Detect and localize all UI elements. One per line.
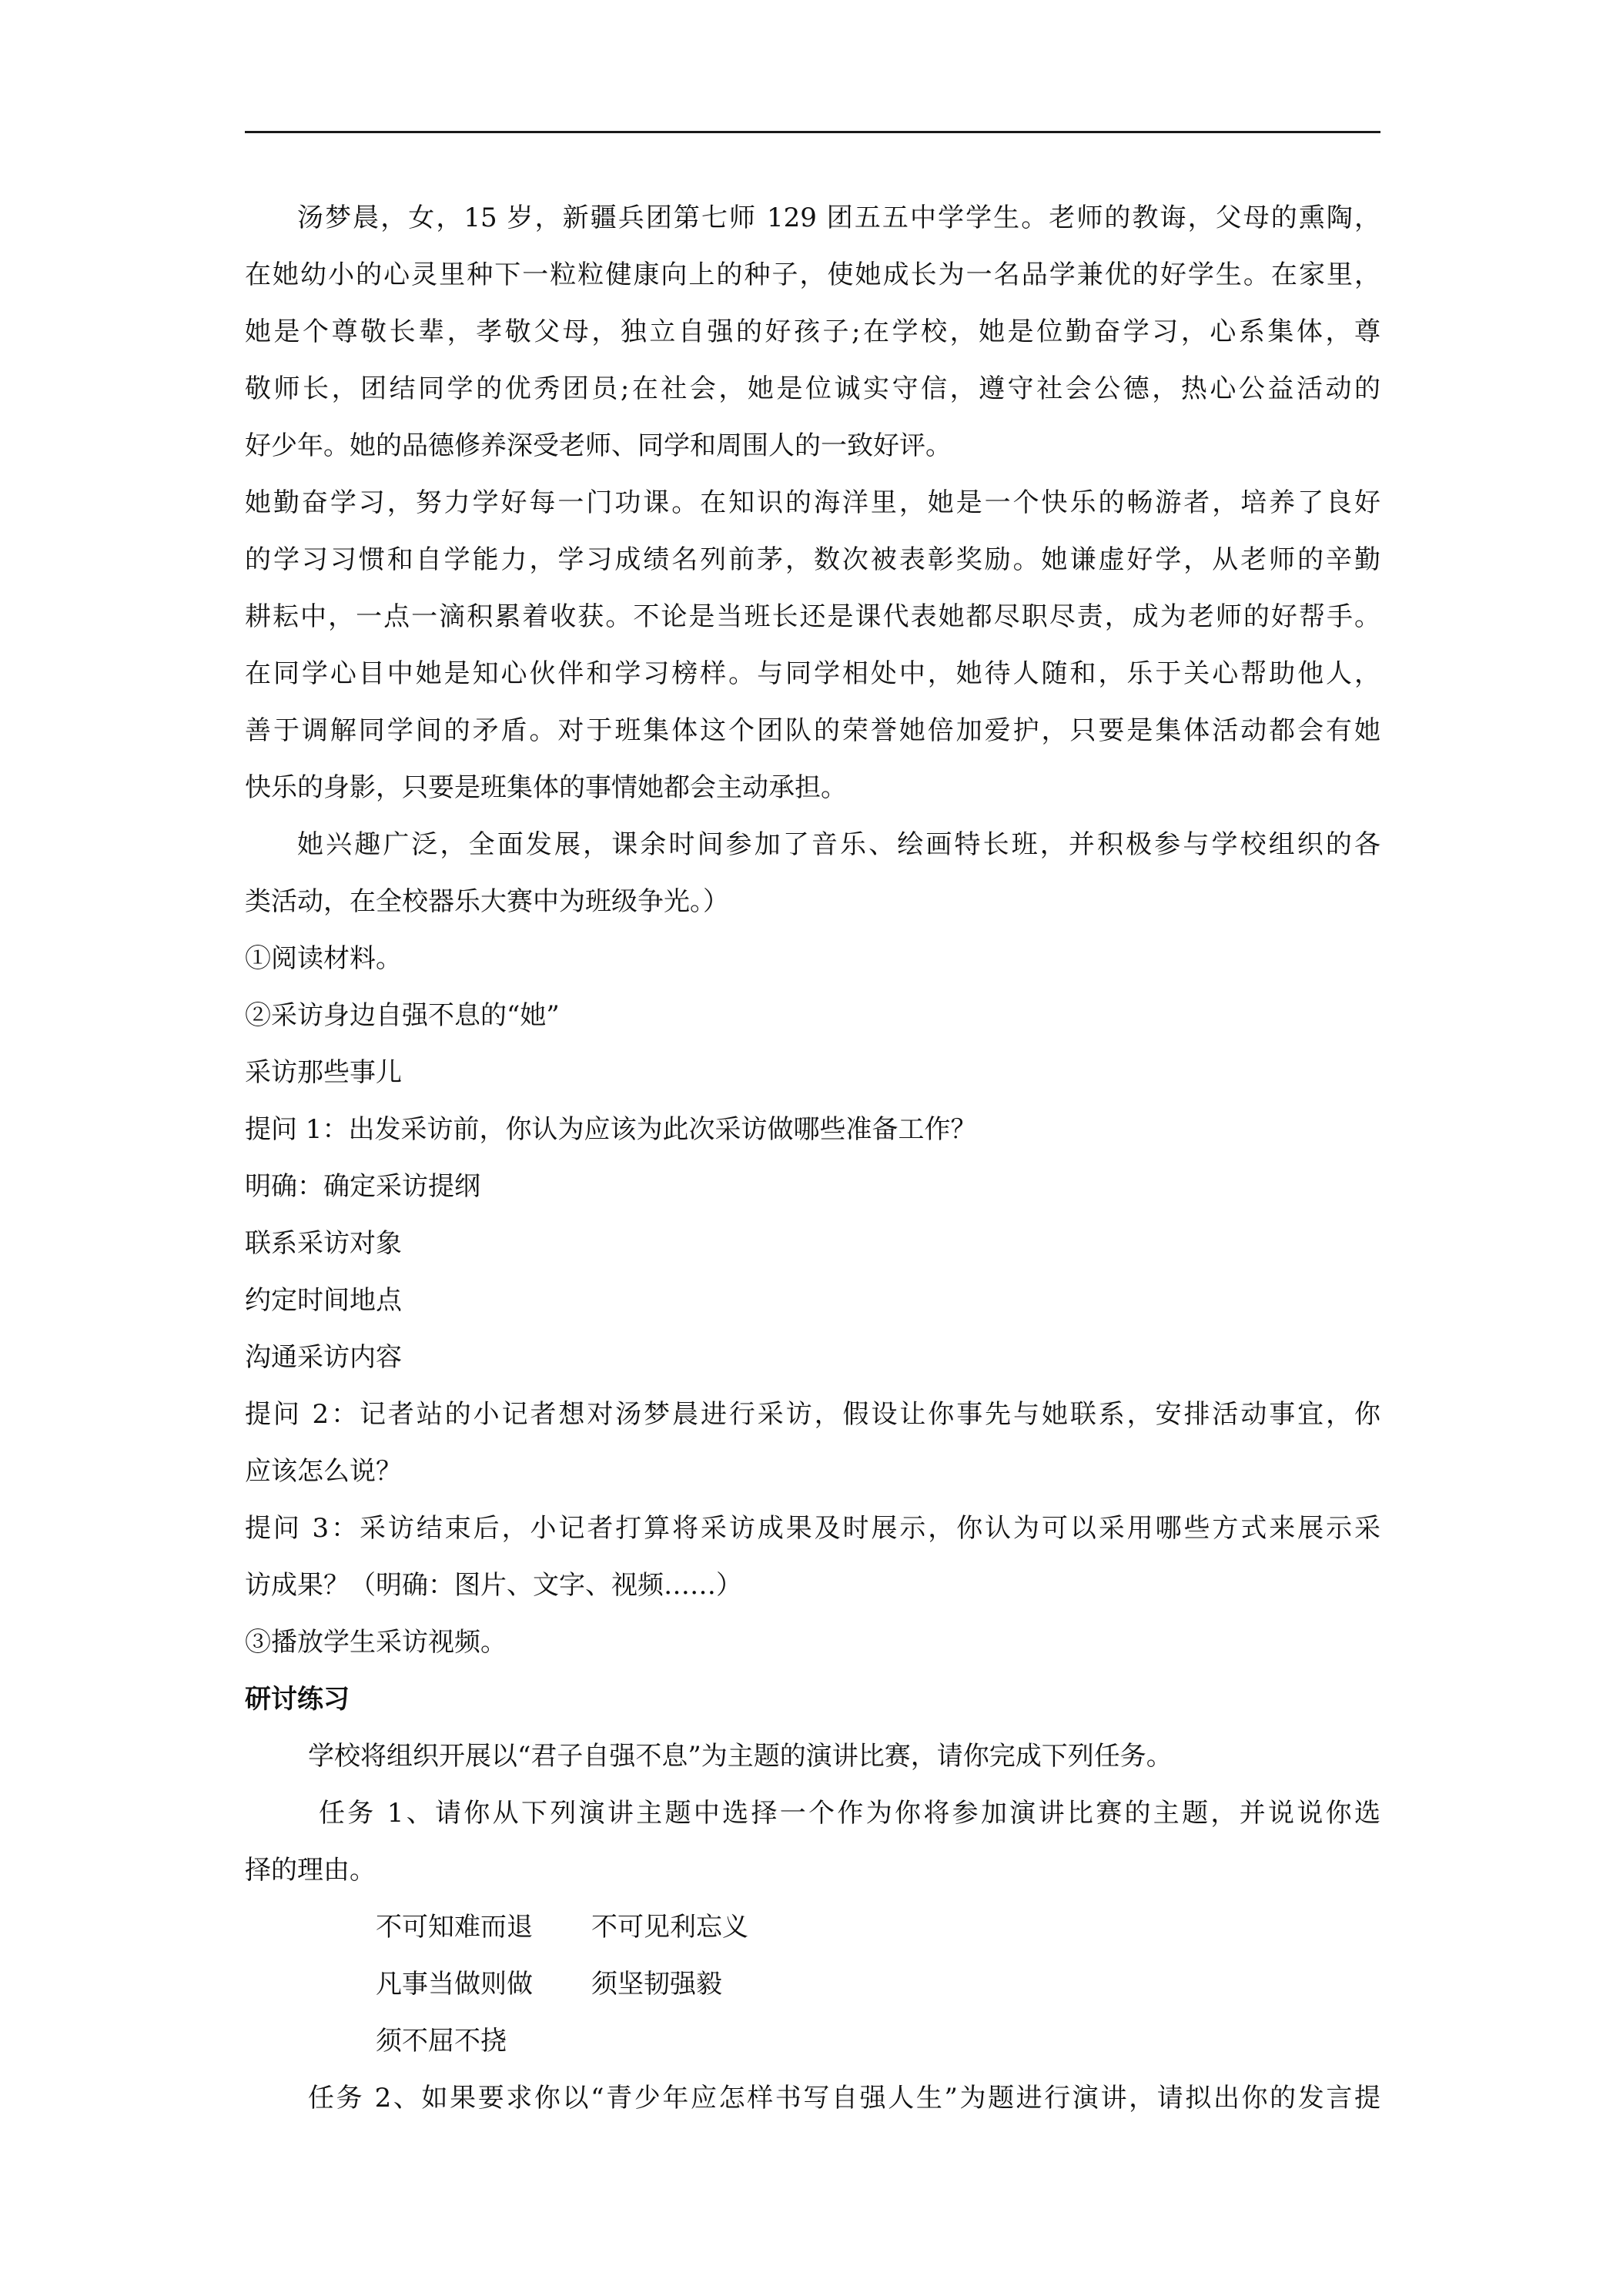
theme-row	[245, 1956, 1380, 2013]
question-2	[245, 1386, 1380, 1500]
step-play-video: ③播放学生采访视频。	[245, 1627, 507, 1658]
text-line: 任务 1、请你从下列演讲主题中选择一个作为你将参加演讲比赛的主题，并说说你选	[319, 1798, 1380, 1829]
text-line: 在同学心目中她是知心伙伴和学习榜样。与同学相处中，她待人随和，乐于关心帮助他人，	[245, 658, 1380, 689]
text-line: 类活动，在全校器乐大赛中为班级争光。）	[245, 886, 729, 917]
section-heading: 研讨练习	[245, 1684, 350, 1715]
text-line: 的学习习惯和自学能力，学习成绩名列前茅，数次被表彰奖励。她谦虚好学，从老师的辛勤	[245, 544, 1380, 575]
text-line: 提问 3：采访结束后，小记者打算将采访成果及时展示，你认为可以采用哪些方式来展示采	[245, 1513, 1380, 1544]
text-line: 访成果？（明确：图片、文字、视频……）	[245, 1570, 742, 1601]
task-2: 任务 2、如果要求你以“青少年应怎样书写自强人生”为题进行演讲，请拟出你的发言提	[308, 2083, 1380, 2114]
theme-option: 不可知难而退	[376, 1912, 533, 1943]
header-rule	[245, 131, 1380, 133]
theme-row	[245, 1899, 1380, 1956]
exercise-intro: 学校将组织开展以“君子自强不息”为主题的演讲比赛，请你完成下列任务。	[308, 1741, 1173, 1772]
theme-option: 须不屈不挠	[376, 2026, 507, 2057]
text-line: 耕耘中，一点一滴积累着收获。不论是当班长还是课代表她都尽职尽责，成为老师的好帮手。	[245, 601, 1380, 632]
text-line: 快乐的身影，只要是班集体的事情她都会主动承担。	[245, 772, 847, 803]
text-line: 她兴趣广泛，全面发展，课余时间参加了音乐、绘画特长班，并积极参与学校组织的各	[297, 829, 1380, 860]
text-line: 提问 2：记者站的小记者想对汤梦晨进行采访，假设让你事先与她联系，安排活动事宜，你	[245, 1399, 1380, 1430]
text-line: 好少年。她的品德修养深受老师、同学和周围人的一致好评。	[245, 430, 952, 461]
text-line: 应该怎么说？	[245, 1456, 402, 1487]
text-line: 在她幼小的心灵里种下一粒粒健康向上的种子，使她成长为一名品学兼优的好学生。在家里，	[245, 259, 1380, 290]
task-1	[245, 1785, 1380, 1899]
text-line: 敬师长，团结同学的优秀团员;在社会，她是位诚实守信，遵守社会公德，热心公益活动的	[245, 373, 1380, 404]
theme-row	[245, 2013, 1380, 2070]
question-3	[245, 1500, 1380, 1614]
theme-option: 须坚韧强毅	[591, 1969, 722, 2000]
answer-line: 明确：确定采访提纲	[245, 1171, 480, 1202]
theme-option: 不可见利忘义	[591, 1912, 748, 1943]
text-line: 汤梦晨，女，15 岁，新疆兵团第七师 129 团五五中学学生。老师的教诲，父母的熏陶，	[297, 202, 1380, 233]
text-line: 她是个尊敬长辈，孝敬父母，独立自强的好孩子;在学校，她是位勤奋学习，心系集体，尊	[245, 316, 1380, 347]
answer-line: 约定时间地点	[245, 1285, 402, 1316]
theme-option: 凡事当做则做	[376, 1969, 533, 2000]
paragraph-study	[245, 474, 1380, 816]
text-line: 她勤奋学习，努力学好每一门功课。在知识的海洋里，她是一个快乐的畅游者，培养了良好	[245, 487, 1380, 518]
text-line: 择的理由。	[245, 1855, 376, 1886]
theme-options	[245, 1899, 1380, 2070]
document-body	[245, 189, 1380, 2127]
answer-line: 沟通采访内容	[245, 1342, 402, 1373]
question-1: 提问 1：出发采访前，你认为应该为此次采访做哪些准备工作？	[245, 1114, 977, 1145]
step-read-material: ①阅读材料。	[245, 943, 402, 974]
interview-title: 采访那些事儿	[245, 1057, 402, 1088]
text-line: 善于调解同学间的矛盾。对于班集体这个团队的荣誉她倍加爱护，只要是集体活动都会有她	[245, 715, 1380, 746]
step-interview: ②采访身边自强不息的“她”	[245, 1000, 560, 1031]
paragraph-profile	[245, 189, 1380, 474]
paragraph-interests	[245, 816, 1380, 930]
answer-line: 联系采访对象	[245, 1228, 402, 1259]
